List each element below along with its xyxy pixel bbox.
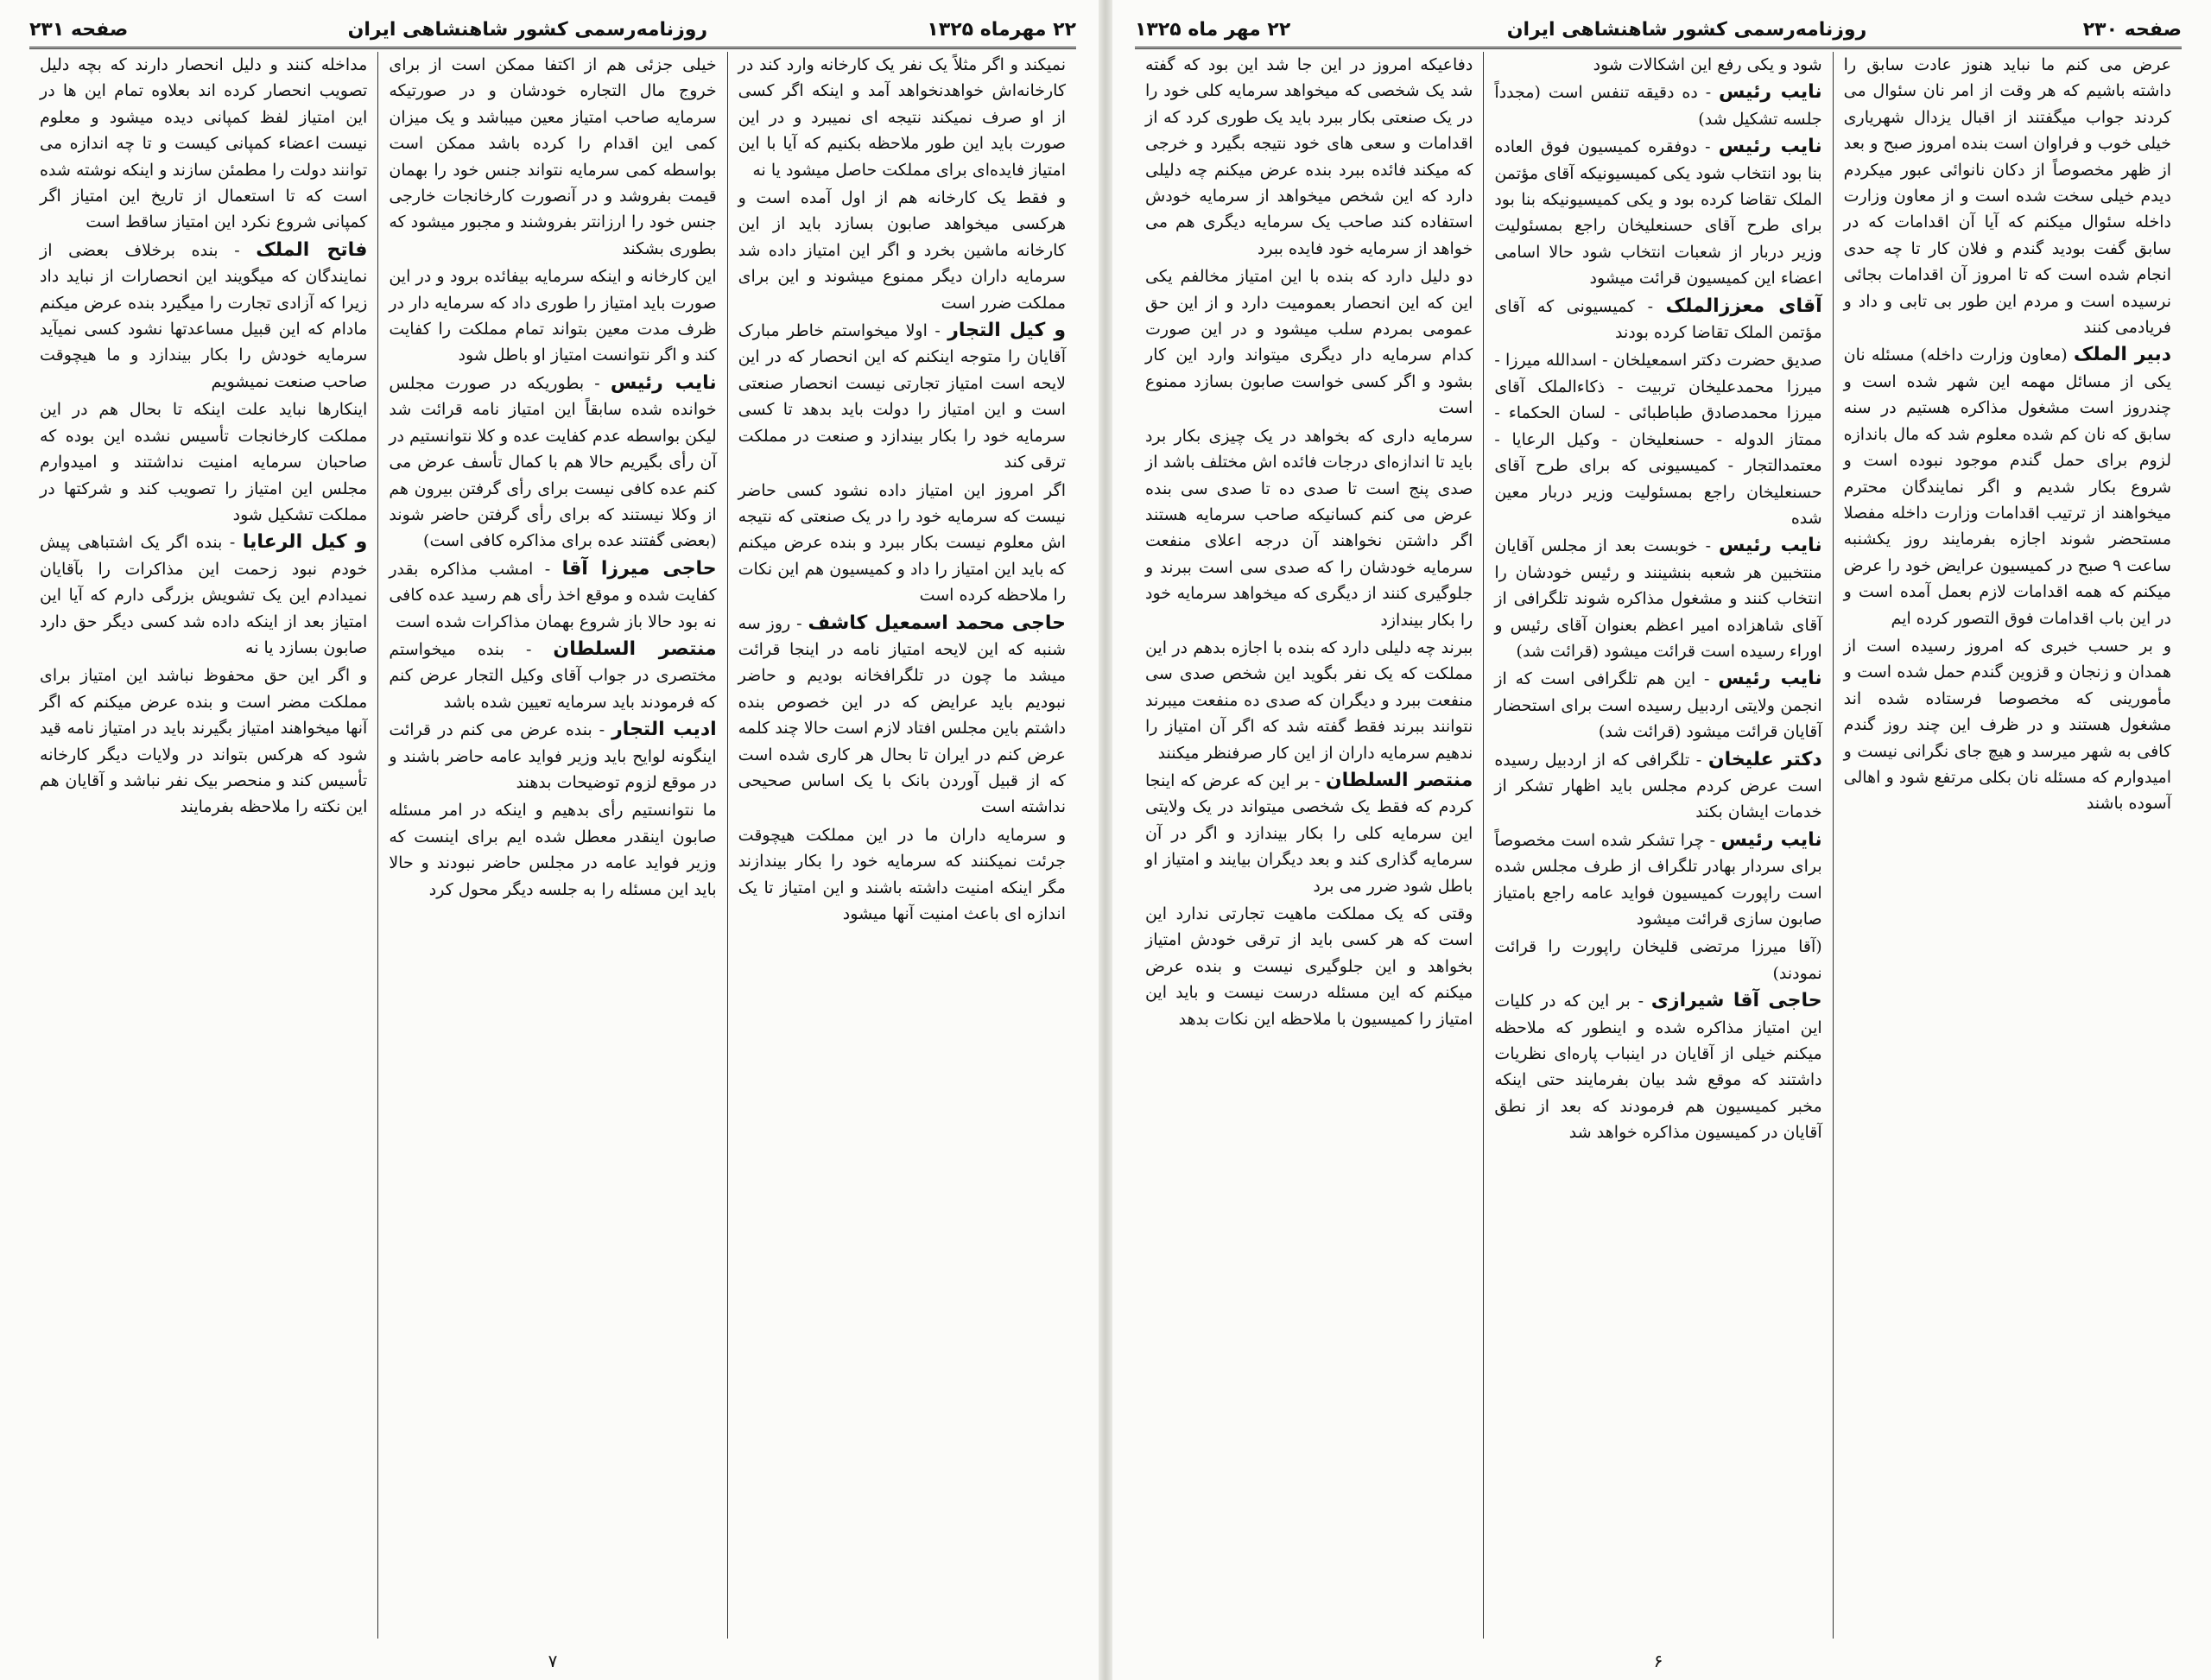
paragraph-text: خیلی جزئی هم از اکتفا ممکن است از برای خروج مال التجاره خودشان و در صورتیکه سرمایه صاحب امتیاز معین میباشد و یک میزان کمی این اقدام را کرده باشد ممکن است بواسطه کمی سرمایه نتواند جنس خود را بهمان قیمت بفروشد و در آنصورت کارخانجات خارجی جنس خود را ارزانتر بفروشند و مجبور میشود که بطوری بشکند bbox=[389, 55, 717, 258]
text-columns bbox=[1135, 52, 2182, 1639]
speaker-name: نایب رئیس bbox=[1718, 668, 1822, 690]
speaker-name: حاجی آقا شیرازی bbox=[1650, 990, 1822, 1012]
paragraph-text: - بنده اگر یک اشتباهی پیش خودم نبود زحمت این مذاکرات را بآقایان نمیدادم این یک تشویش بزرگی دارم که آیا این امتیاز بعد از اینکه داده شد کسی دیگر حق دارد صابون بسازد یا نه bbox=[40, 533, 368, 657]
paragraph bbox=[1145, 901, 1473, 1032]
text-column bbox=[1484, 52, 1833, 1639]
paragraph-text: صدیق حضرت دکتر اسمعیلخان - اسدالله میرزا - میرزا محمدعلیخان تربیت - ذکاءالملک آقای میرزا محمدصادق طباطبائی - لسان الحکماء - ممتاز الدوله - حسنعلیخان - وکیل الرعایا - معتمدالتجار - کمیسیونی که برای طرح آقای حسنعلیخان راجع بمسئولیت وزیر دربار معین شده bbox=[1494, 351, 1822, 528]
speaker-name: فاتح الملک bbox=[256, 238, 368, 261]
paragraph bbox=[1494, 533, 1821, 664]
paragraph-text: - بر این که عرض که اینجا کردم که فقط یک شخصی میتواند در یک ولایتی این سرمایه کلی را بکار بیندازد و اگر در آن سرمایه گذاری کند و بعد دیگران بیایند و امتیاز او باطل شود ضرر می برد bbox=[1145, 770, 1473, 896]
paragraph bbox=[389, 52, 716, 262]
paragraph-text: و سرمایه داران ما در این مملکت هیچوقت جرئت نمیکنند که سرمایه خود را بکار بیندازند مگر اینکه امنیت داشته باشند و این امتیاز تا یک اندازه ای باعث امنیت آنها میشود bbox=[738, 825, 1066, 923]
page-header bbox=[1135, 12, 2182, 49]
paragraph bbox=[1494, 988, 1821, 1145]
paragraph bbox=[40, 238, 367, 395]
paragraph-text: - دوفقره کمیسیون فوق العاده بنا بود انتخاب شود یکی کمیسیونیکه آقای مؤتمن الملک تقاضا کرده بود و یکی کمیسیونیکه بنا بود برای طرح آقای حسنعلیخان راجع بمسئولیت وزیر دربار از شعبات انتخاب شود حالا اسامی اعضاء این کمیسیون قرائت میشود bbox=[1494, 137, 1822, 288]
paragraph-text: - روز سه شنبه که این لایحه امتیاز نامه در اینجا قرائت میشد ما چون در تلگرافخانه بودیم و حاضر نبودیم باید عرایض که در این خصوص بنده داشتم باین مجلس افتاد لازم است حالا چند کلمه عرض کنم در ایران تا بحال هر کاری شده است که از قبیل آوردن بانک با یک اساس صحیحی نداشته است bbox=[738, 613, 1066, 817]
speaker-name: نایب رئیس bbox=[610, 371, 717, 394]
paragraph-text: سرمایه داری که بخواهد در یک چیزی بکار برد باید تا اندازه‌ای درجات فائده اش مختلف باشد از صدی پنج است تا صدی ده تا صدی سی بنده عرض می کنم کسانیکه صاحب سرمایه هستند اگر داشتن نخواهند آن درجه اعلای منفعت سرمایه خودشان را که صدی سی است ببرند و جلوگیری کنند از دیگری که میخواهد سرمایه خود را بکار بیندازد bbox=[1145, 426, 1473, 630]
text-columns bbox=[29, 52, 1076, 1639]
paragraph bbox=[738, 318, 1066, 475]
text-column bbox=[29, 52, 378, 1639]
paragraph-text: - بطوریکه در صورت مجلس خوانده شده سابقاً این امتیاز نامه قرائت شد لیکن بواسطه عدم کفایت عده و کلا نتوانستیم در آن رأی بگیریم حالا هم با کمال تأسف عرض می کنم عده کافی نیست برای رأی گرفتن بیرون هم از وکلا نیستند که برای رأی گرفتن حاضر شوند (بعضی گفتند عده برای مذاکره کافی است) bbox=[389, 373, 717, 551]
text-column bbox=[728, 52, 1076, 1639]
paragraph-text: شود و یکی رفع این اشکالات شود bbox=[1593, 55, 1822, 74]
paragraph bbox=[1145, 635, 1473, 766]
paragraph bbox=[1494, 52, 1821, 78]
paragraph-text: - بنده عرض می کنم در قرائت اینگونه لوایح باید وزیر فواید عامه حاضر باشند و در موقع لزوم توضیحات بدهند bbox=[389, 720, 717, 792]
paragraph bbox=[738, 478, 1066, 609]
paragraph-text: اگر امروز این امتیاز داده نشود کسی حاضر نیست که سرمایه خود را در یک صنعتی که نتیجه اش معلوم نیست بکار ببرد و بنده عرض میکنم که باید این امتیاز را داد و کمیسیون هم این نکات را ملاحظه کرده است bbox=[738, 480, 1066, 605]
paragraph-text: اینکارها نباید علت اینکه تا بحال هم در این مملکت کارخانجات تأسیس نشده این بوده که صاحبان سرمایه امنیت نداشتند و امیدوارم مجلس این امتیاز را تصویب کند و شرکتها در مملکت تشکیل شود bbox=[40, 400, 368, 524]
page-header bbox=[29, 12, 1076, 49]
paragraph-text: ببرند چه دلیلی دارد که بنده با اجازه بدهم در این مملکت که یک نفر بگوید این شخص صدی سی منفعت ببرد و دیگران که صدی ده منفعت میبرند نتوانند ببرند فقط گفته شد که اگر آن امتیاز را ندهیم سرمایه داران از این کار صرفنظر میکنند bbox=[1145, 637, 1473, 763]
header-title: روزنامه‌رسمی کشور شاهنشاهی ایران bbox=[1506, 18, 1867, 41]
paragraph-text: دفاعیکه امروز در این جا شد این بود که گفته شد یک شخصی که میخواهد سرمایه کلی خود را در یک صنعتی بکار ببرد باید یک طوری کرد که از اقدامات و سعی های خود نتیجه بگیرد و خرجی که میکند فائده ببرد بنده عرض میکنم چه دلیلی دارد که این شخص میخواهد از سرمایه خودش استفاده کند صاحب یک سرمایه دیگری هم می خواهد از سرمایه خود فایده ببرد bbox=[1145, 55, 1473, 258]
paragraph bbox=[389, 717, 716, 796]
page-folio: ۶ bbox=[1653, 1651, 1663, 1671]
speaker-name: و کیل الرعایا bbox=[242, 531, 368, 554]
paragraph-text: و بر حسب خبری که امروز رسیده است از همدان و زنجان و قزوین گندم حمل شده است و مأمورینی که مخصوصا فرستاده شده اند مشغول هستند و در ظرف این چند روز گندم کافی به شهر میرسد و هیچ جای نگرانی نیست و امیدوارم که مسئله نان بکلی مرتفع شود و اهالی آسوده باشند bbox=[1843, 636, 2171, 814]
paragraph bbox=[1494, 294, 1821, 346]
paragraph-text: - چرا تشکر شده است مخصوصاً برای سردار بهادر تلگراف از طرف مجلس شده است راپورت کمیسیون فواید عامه راجع بامتیاز صابون سازی قرائت میشود bbox=[1494, 830, 1822, 929]
speaker-name: منتصر السلطان bbox=[553, 637, 717, 660]
paragraph bbox=[40, 662, 367, 820]
text-column bbox=[1135, 52, 1484, 1639]
paragraph bbox=[738, 52, 1066, 183]
paragraph-text: ما نتوانستیم رأی بدهیم و اینکه در امر مسئله صابون اینقدر معطل شده ایم برای اینست که وزیر فواید عامه در مجلس حاضر نبودند و حالا باید این مسئله را به جلسه دیگر محول کرد bbox=[389, 801, 717, 899]
paragraph-text: - خوبست بعد از مجلس آقایان منتخبین هر شعبه بنشینند و رئیس خودشان را انتخاب کنند و مشغول مذاکره شوند تلگرافی از آقای شاهزاده امیر اعظم بعنوان آقای رئیس و اوراء رسیده است قرائت میشود (قرائت شد) bbox=[1494, 536, 1822, 661]
paragraph-text: - اولا میخواستم خاطر مبارک آقایان را متوجه اینکنم که این انحصار که در این لایحه است امتیاز تجارتی نیست انحصار صنعتی است و این امتیاز را دولت باید بدهد تا کسی سرمایه خود را بکار بیندازد و صنعت در مملکت ترقی کند bbox=[738, 321, 1066, 472]
speaker-name: و کیل التجار bbox=[947, 320, 1066, 342]
paragraph bbox=[1844, 633, 2171, 817]
paragraph bbox=[1494, 134, 1821, 291]
paragraph bbox=[389, 797, 716, 903]
speaker-name: حاجی محمد اسمعیل کاشف bbox=[808, 612, 1066, 634]
paragraph-text: (آقا میرزا مرتضی قلیخان راپورت را قرائت نمودند) bbox=[1494, 937, 1822, 983]
paragraph-text: عرض می کنم ما نباید هنوز عادت سابق را داشته باشیم که هر وقت از امر نان سئوال می کردند جواب میگفتند از اقبال‌ یزدال شهریاری خیلی خوب و فراوان است بنده امروز صبح و بعد از ظهر مخصوصاً از دکان نانوائی عبور میکردم دیدم خیلی سخت شده است و از معاون وزارت داخله سئوال میکنم که آیا آن اقدامات که در سابق گفت بودید گندم و فلان کار تا چه حدی انجام شده است که تا امروز آن اقدامات بجائی نرسیده است و مردم این طور بی تابی و داد و فریادمی کنند bbox=[1843, 55, 2171, 338]
speaker-name: ادیب التجار bbox=[611, 719, 717, 741]
paragraph bbox=[389, 556, 716, 635]
paragraph bbox=[1145, 768, 1473, 899]
speaker-name: منتصر السلطان bbox=[1325, 769, 1473, 791]
paragraph-text: - تلگرافی که از اردبیل رسیده است عرض کردم مجلس باید اظهار تشکر از خدمات ایشان بکند bbox=[1494, 750, 1822, 822]
paragraph bbox=[40, 529, 367, 661]
header-title: روزنامه‌رسمی کشور شاهنشاهی ایران bbox=[347, 18, 708, 41]
paragraph-text: - بنده میخواستم مختصری در جواب آقای وکیل التجار عرض کنم که فرمودند باید سرمایه تعیین شده باشد bbox=[389, 639, 717, 712]
paragraph bbox=[389, 371, 716, 555]
header-page-label: صفحه ۲۳۰ bbox=[2082, 18, 2182, 41]
paragraph bbox=[1494, 666, 1821, 745]
speaker-name: نایب رئیس bbox=[1719, 81, 1822, 104]
header-date: ۲۲ مهرماه ۱۳۲۵ bbox=[927, 18, 1076, 41]
paragraph bbox=[1844, 52, 2171, 340]
speaker-name: نایب رئیس bbox=[1719, 535, 1822, 557]
paragraph bbox=[389, 263, 716, 369]
paragraph-text: دو دلیل دارد که بنده با این امتیاز مخالفم یکی این که این انحصار بعمومیت دارد و از این حق عمومی بمردم سلب میشود و در این صورت کدام سرمایه دار دیگری میتواند وارد این کار بشود و اگر کسی خواست صابون بسازد ممنوع است bbox=[1145, 267, 1473, 418]
paragraph bbox=[40, 52, 367, 236]
paragraph-text: مداخله کنند و دلیل انحصار دارند که بچه دلیل تصویب انحصار کرده اند بعلاوه تمام این ها در این امتیاز لفظ کمپانی دیده میشود و معلوم نیست اعضاء کمپانی کیست و تا چه اندازه می توانند دولت را مطمئن سازند و اینکه نوشته شده است که تا استعمال از تاریخ این امتیاز اگر کمپانی شروع نکرد این امتیاز ساقط است bbox=[40, 55, 368, 232]
speaker-name: نایب رئیس bbox=[1720, 828, 1822, 851]
paragraph bbox=[1494, 934, 1821, 986]
paragraph bbox=[738, 185, 1066, 316]
speaker-name: نایب رئیس bbox=[1718, 136, 1822, 158]
paragraph bbox=[1494, 79, 1821, 132]
speaker-name: دکتر علیخان bbox=[1707, 748, 1822, 770]
page-right bbox=[1106, 0, 2211, 1680]
paragraph-text: نمیکند و اگر مثلاً یک نفر یک کارخانه وارد کند در کارخانه‌اش خواهدنخواهد آمد و اینکه اگر کسی از او صرف نمیکند نتیجه ای نمیبرد و در این صورت باید این طور ملاحظه بکنیم که آیا با این امتیاز فایده‌ای برای مملکت حاصل میشود یا نه bbox=[738, 55, 1066, 180]
paragraph-text: و فقط یک کارخانه هم از اول آمده است و هرکسی میخواهد صابون بسازد باید از این کارخانه ماشین بخرد و اگر این امتیاز داده شد سرمایه داران دیگر ممنوع میشوند و این برای مملکت ضرر است bbox=[738, 188, 1066, 313]
header-date: ۲۲ مهر ماه ۱۳۲۵ bbox=[1135, 18, 1291, 41]
page-folio: ۷ bbox=[548, 1651, 558, 1671]
paragraph-text: - بر این که در کلیات این امتیاز مذاکره شده و اینطور که ملاحظه میکنم خیلی از آقایان در اینباب پاره‌ای نظریات داشتند که موقع شد بیان بفرمایند حتی اینکه مخبر کمیسیون هم فرمودند که بعد از نطق آقایان در کمیسیون مذاکره خواهد شد bbox=[1494, 992, 1822, 1143]
speaker-name: حاجی میرزا آقا bbox=[561, 557, 717, 580]
paragraph bbox=[1494, 827, 1821, 933]
speaker-name: آقای معززالملک bbox=[1665, 295, 1822, 317]
paragraph-text: (معاون وزارت داخله) مسئله نان یکی از مسائل مهمه این شهر شده است و چندروز است مشغول مذاکره هستیم در سنه سابق که نان کم شده معلوم شد که مال باندازه لزوم برای حمل گندم موجود نبوده است و شروع بکار شدیم و اگر نمایندگان محترم میخواهند از ترتیب اقدامات وزارت داخله مفصلا مستحضر شوند اجازه بفرمایند روز یکشنبه ساعت ۹ صبح در کمیسیون عرایض خود را عرض میکنم که همه اقدامات لازم بعمل آمده است و در این باب اقدامات فوق التصور کرده ایم bbox=[1843, 346, 2171, 628]
paragraph-text: این کارخانه و اینکه سرمایه بیفائده برود و در این صورت باید امتیاز را طوری داد که سرمایه دار در ظرف مدت معین بتواند تمام مملکت را کفایت کند و اگر نتوانست امتیاز او باطل شود bbox=[389, 267, 717, 365]
header-page-label: صفحه ۲۳۱ bbox=[29, 18, 129, 41]
paragraph-text: - ده دقیقه تنفس است (مجدداً جلسه تشکیل شد) bbox=[1494, 83, 1822, 129]
paragraph-text: - بنده برخلاف بعضی از نمایندگان که میگویند این انحصارات از نباید داد زیرا که آزادی تجارت را میگیرد بنده عرض میکنم مادام که این قبیل مساعدتها نشود کسی نمیآید سرمایه خودش را بکار بیندازد و ما هیچوقت صاحب صنعت نمیشویم bbox=[40, 240, 368, 391]
paragraph bbox=[1494, 747, 1821, 826]
paragraph bbox=[738, 822, 1066, 928]
paragraph bbox=[1844, 342, 2171, 631]
text-column bbox=[378, 52, 727, 1639]
paragraph bbox=[1145, 263, 1473, 421]
paragraph bbox=[1145, 52, 1473, 262]
speaker-name: دبیر الملک bbox=[2073, 344, 2172, 366]
paragraph-text: وقتی که یک مملکت ماهیت تجارتی ندارد این است که هر کسی باید از ترقی خودش امتیاز بخواهد و این جلوگیری نیست و بنده عرض میکنم که این مسئله درست نیست و باید این امتیاز را کمیسیون با ملاحظه این نکات بدهد bbox=[1145, 904, 1473, 1029]
paragraph bbox=[1494, 347, 1821, 531]
paragraph bbox=[1145, 423, 1473, 633]
paragraph bbox=[389, 637, 716, 715]
paragraph-text: - کمیسیونی که آقای مؤتمن الملک تقاضا کرده بودند bbox=[1494, 296, 1822, 343]
paragraph bbox=[738, 611, 1066, 821]
paragraph-text: - امشب مذاکره بقدر کفایت شده و موقع اخذ رأی هم رسید عده کافی نه بود حالا باز شروع بهمان مذاکرات شده است bbox=[389, 559, 717, 631]
paragraph-text: - این هم تلگرافی است که از انجمن ولایتی اردبیل رسیده است برای استحضار آقایان قرائت میشود (قرائت شد) bbox=[1494, 669, 1822, 742]
paragraph bbox=[40, 396, 367, 528]
paragraph-text: و اگر این حق محفوظ نباشد این امتیاز برای مملکت مضر است و بنده عرض میکنم که اگر آنها میخواهند امتیاز بگیرند باید در امتیاز نامه قید شود که هرکس بتواند در ولایات دیگر کارخانه تأسیس کند و منحصر بیک نفر نباشد و آقایان هم این نکته را ملاحظه بفرمایند bbox=[40, 666, 368, 817]
text-column bbox=[1834, 52, 2182, 1639]
